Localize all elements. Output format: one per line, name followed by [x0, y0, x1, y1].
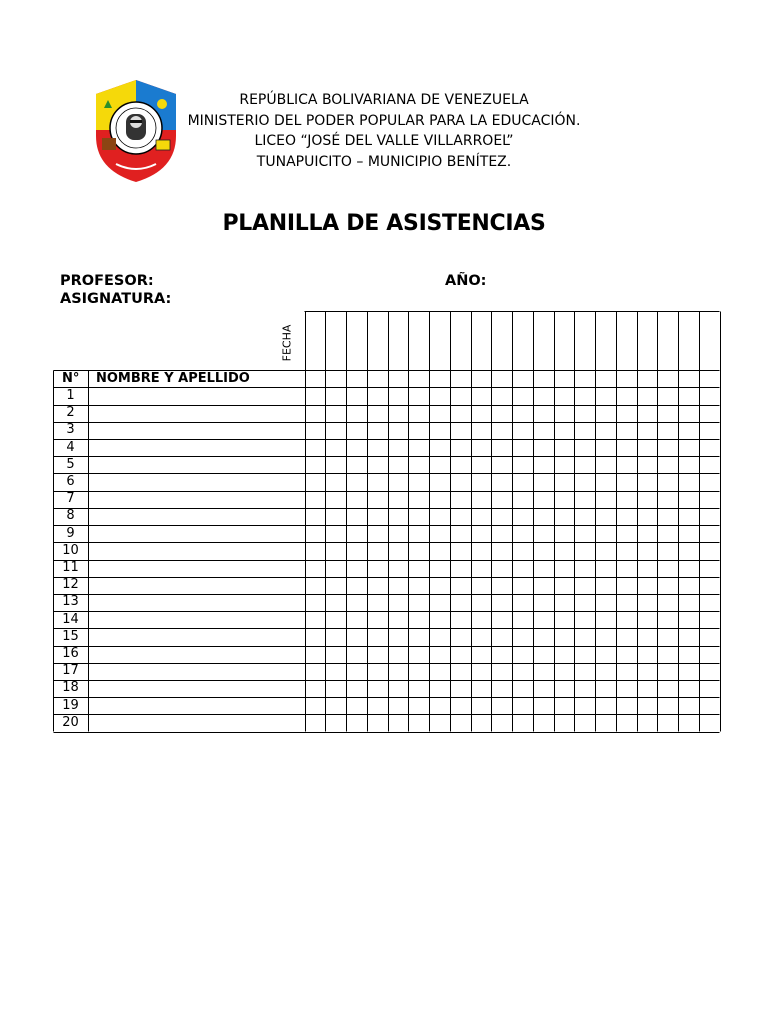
row-number: 2	[66, 405, 75, 421]
row-number: 5	[66, 456, 75, 472]
column-header-number: N°	[62, 371, 80, 386]
row-number: 19	[62, 697, 79, 713]
fecha-label: FECHA	[280, 324, 294, 362]
page-title: PLANILLA DE ASISTENCIAS	[222, 211, 546, 236]
profesor-label: PROFESOR:	[60, 273, 154, 289]
row-number: 17	[62, 663, 79, 679]
row-number: 14	[62, 611, 79, 627]
row-number: 15	[62, 628, 79, 644]
row-number: 8	[66, 508, 75, 524]
header-location: TUNAPUICITO – MUNICIPIO BENÍTEZ.	[256, 153, 512, 170]
asignatura-label: ASIGNATURA:	[60, 291, 172, 307]
column-header-name: NOMBRE Y APELLIDO	[96, 371, 250, 386]
row-number: 20	[62, 714, 79, 730]
row-number: 11	[62, 560, 79, 575]
row-number: 18	[62, 680, 79, 696]
row-number: 6	[66, 474, 75, 489]
header-country: REPÚBLICA BOLIVARIANA DE VENEZUELA	[239, 92, 529, 108]
row-number: 12	[62, 577, 79, 593]
header-school: LICEO “JOSÉ DEL VALLE VILLARROEL”	[254, 133, 514, 149]
anio-label: AÑO:	[445, 273, 487, 289]
row-number: 3	[66, 422, 75, 438]
row-number: 16	[62, 646, 79, 661]
row-number: 4	[66, 439, 75, 455]
row-number: 1	[66, 388, 75, 403]
row-number: 10	[62, 542, 79, 558]
row-number: 7	[66, 491, 75, 507]
row-number: 9	[66, 525, 75, 541]
row-number: 13	[62, 594, 79, 610]
header-ministry: MINISTERIO DEL PODER POPULAR PARA LA EDUCACIÓN.	[187, 112, 581, 129]
